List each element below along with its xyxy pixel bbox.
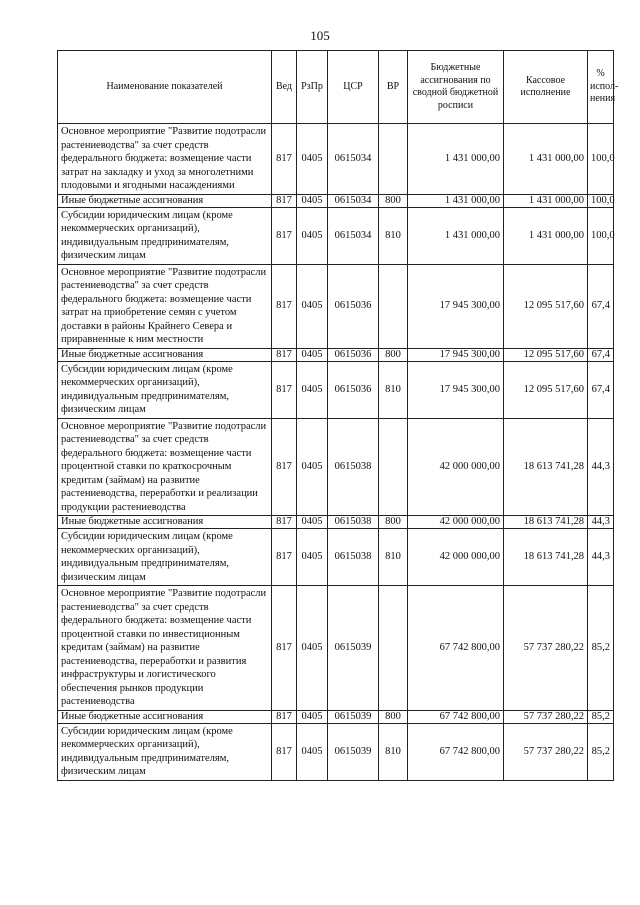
page-number: 105 bbox=[310, 28, 330, 43]
row-name: Основное мероприятие "Развитие подотрасли растениеводства" за счет средств федерального бюджета: возмещение части процентной ставки по краткосрочным кредитам (займам) на развитие растениеводства, переработки и реализации продукции растениеводства bbox=[58, 418, 272, 516]
header-cash: Кассовое исполнение bbox=[504, 51, 588, 124]
row-csr: 0615039 bbox=[328, 723, 379, 780]
row-csr: 0615036 bbox=[328, 264, 379, 348]
row-rzpr: 0405 bbox=[297, 723, 328, 780]
row-percent: 67,4 bbox=[588, 361, 614, 418]
row-vr: 810 bbox=[379, 529, 408, 586]
row-percent: 67,4 bbox=[588, 264, 614, 348]
row-vr: 800 bbox=[379, 194, 408, 207]
row-rzpr: 0405 bbox=[297, 207, 328, 264]
row-rzpr: 0405 bbox=[297, 124, 328, 195]
row-percent: 100,0 bbox=[588, 124, 614, 195]
table-row bbox=[58, 418, 614, 516]
row-vr: 810 bbox=[379, 361, 408, 418]
row-percent: 44,3 bbox=[588, 418, 614, 516]
row-cash: 12 095 517,60 bbox=[504, 264, 588, 348]
row-ved: 817 bbox=[272, 124, 297, 195]
row-cash: 1 431 000,00 bbox=[504, 207, 588, 264]
table-row bbox=[58, 207, 614, 264]
row-budget: 17 945 300,00 bbox=[408, 361, 504, 418]
row-budget: 42 000 000,00 bbox=[408, 529, 504, 586]
row-csr: 0615034 bbox=[328, 124, 379, 195]
row-name: Иные бюджетные ассигнования bbox=[58, 710, 272, 723]
row-ved: 817 bbox=[272, 361, 297, 418]
row-ved: 817 bbox=[272, 710, 297, 723]
row-csr: 0615034 bbox=[328, 194, 379, 207]
row-budget: 17 945 300,00 bbox=[408, 348, 504, 361]
row-vr: 800 bbox=[379, 516, 408, 529]
row-ved: 817 bbox=[272, 516, 297, 529]
row-rzpr: 0405 bbox=[297, 348, 328, 361]
row-percent: 85,2 bbox=[588, 723, 614, 780]
row-vr bbox=[379, 124, 408, 195]
row-name: Иные бюджетные ассигнования bbox=[58, 516, 272, 529]
row-ved: 817 bbox=[272, 586, 297, 711]
row-cash: 1 431 000,00 bbox=[504, 124, 588, 195]
header-csr: ЦСР bbox=[328, 51, 379, 124]
row-name: Основное мероприятие "Развитие подотрасли растениеводства" за счет средств федерального бюджета: возмещение части процентной ставки по инвестиционным кредитам (займам) на развитие растениеводства, переработки и развития инфраструктуры и логистического обеспечения рынков продукции растениеводства bbox=[58, 586, 272, 711]
row-cash: 18 613 741,28 bbox=[504, 516, 588, 529]
row-rzpr: 0405 bbox=[297, 529, 328, 586]
header-budget: Бюджетные ассигнования по сводной бюджетной росписи bbox=[408, 51, 504, 124]
row-rzpr: 0405 bbox=[297, 418, 328, 516]
row-name: Субсидии юридическим лицам (кроме некоммерческих организаций), индивидуальным предпринимателям, физическим лицам bbox=[58, 207, 272, 264]
table-row bbox=[58, 529, 614, 586]
row-vr: 810 bbox=[379, 207, 408, 264]
row-budget: 42 000 000,00 bbox=[408, 516, 504, 529]
row-cash: 18 613 741,28 bbox=[504, 418, 588, 516]
row-vr: 800 bbox=[379, 710, 408, 723]
row-name: Иные бюджетные ассигнования bbox=[58, 194, 272, 207]
table-header-row bbox=[58, 51, 614, 124]
row-budget: 42 000 000,00 bbox=[408, 418, 504, 516]
row-percent: 44,3 bbox=[588, 516, 614, 529]
row-cash: 12 095 517,60 bbox=[504, 361, 588, 418]
row-rzpr: 0405 bbox=[297, 516, 328, 529]
row-percent: 67,4 bbox=[588, 348, 614, 361]
row-name: Иные бюджетные ассигнования bbox=[58, 348, 272, 361]
row-rzpr: 0405 bbox=[297, 361, 328, 418]
row-ved: 817 bbox=[272, 348, 297, 361]
table-row bbox=[58, 264, 614, 348]
row-cash: 57 737 280,22 bbox=[504, 586, 588, 711]
table-row bbox=[58, 586, 614, 711]
header-rzpr: РзПр bbox=[297, 51, 328, 124]
row-rzpr: 0405 bbox=[297, 194, 328, 207]
table-row bbox=[58, 124, 614, 195]
budget-execution-table bbox=[57, 50, 619, 781]
row-csr: 0615034 bbox=[328, 207, 379, 264]
row-csr: 0615038 bbox=[328, 529, 379, 586]
row-ved: 817 bbox=[272, 723, 297, 780]
row-budget: 1 431 000,00 bbox=[408, 207, 504, 264]
header-vr: ВР bbox=[379, 51, 408, 124]
row-rzpr: 0405 bbox=[297, 586, 328, 711]
row-name: Субсидии юридическим лицам (кроме некоммерческих организаций), индивидуальным предпринимателям, физическим лицам bbox=[58, 529, 272, 586]
row-csr: 0615039 bbox=[328, 710, 379, 723]
row-vr bbox=[379, 586, 408, 711]
header-ved: Вед bbox=[272, 51, 297, 124]
row-ved: 817 bbox=[272, 529, 297, 586]
row-budget: 67 742 800,00 bbox=[408, 723, 504, 780]
table-row bbox=[58, 361, 614, 418]
header-name: Наименование показателей bbox=[58, 51, 272, 124]
row-name: Основное мероприятие "Развитие подотрасли растениеводства" за счет средств федерального бюджета: возмещение части затрат на приобретение семян с учетом доставки в районы Крайнего Севера и приравненные к ним местности bbox=[58, 264, 272, 348]
row-cash: 57 737 280,22 bbox=[504, 723, 588, 780]
table-body bbox=[58, 124, 614, 781]
row-budget: 1 431 000,00 bbox=[408, 194, 504, 207]
row-rzpr: 0405 bbox=[297, 264, 328, 348]
row-vr: 800 bbox=[379, 348, 408, 361]
row-percent: 85,2 bbox=[588, 710, 614, 723]
table-row bbox=[58, 723, 614, 780]
row-percent: 100,0 bbox=[588, 194, 614, 207]
table-row bbox=[58, 710, 614, 723]
row-percent: 44,3 bbox=[588, 529, 614, 586]
row-csr: 0615036 bbox=[328, 361, 379, 418]
row-name: Субсидии юридическим лицам (кроме некоммерческих организаций), индивидуальным предпринимателям, физическим лицам bbox=[58, 723, 272, 780]
row-name: Основное мероприятие "Развитие подотрасли растениеводства" за счет средств федерального бюджета: возмещение части затрат на закладку и уход за многолетними плодовыми и ягодными насаждениями bbox=[58, 124, 272, 195]
row-vr: 810 bbox=[379, 723, 408, 780]
table-row bbox=[58, 348, 614, 361]
row-budget: 67 742 800,00 bbox=[408, 586, 504, 711]
row-csr: 0615038 bbox=[328, 418, 379, 516]
row-csr: 0615038 bbox=[328, 516, 379, 529]
row-vr bbox=[379, 264, 408, 348]
header-percent: % испол-нения bbox=[588, 51, 614, 124]
row-rzpr: 0405 bbox=[297, 710, 328, 723]
row-percent: 85,2 bbox=[588, 586, 614, 711]
row-vr bbox=[379, 418, 408, 516]
row-ved: 817 bbox=[272, 207, 297, 264]
row-cash: 57 737 280,22 bbox=[504, 710, 588, 723]
row-budget: 1 431 000,00 bbox=[408, 124, 504, 195]
row-ved: 817 bbox=[272, 264, 297, 348]
table-row bbox=[58, 194, 614, 207]
table-row bbox=[58, 516, 614, 529]
row-csr: 0615039 bbox=[328, 586, 379, 711]
row-csr: 0615036 bbox=[328, 348, 379, 361]
row-ved: 817 bbox=[272, 194, 297, 207]
row-percent: 100,0 bbox=[588, 207, 614, 264]
row-cash: 12 095 517,60 bbox=[504, 348, 588, 361]
row-cash: 18 613 741,28 bbox=[504, 529, 588, 586]
row-budget: 17 945 300,00 bbox=[408, 264, 504, 348]
row-cash: 1 431 000,00 bbox=[504, 194, 588, 207]
row-name: Субсидии юридическим лицам (кроме некоммерческих организаций), индивидуальным предпринимателям, физическим лицам bbox=[58, 361, 272, 418]
row-ved: 817 bbox=[272, 418, 297, 516]
row-budget: 67 742 800,00 bbox=[408, 710, 504, 723]
